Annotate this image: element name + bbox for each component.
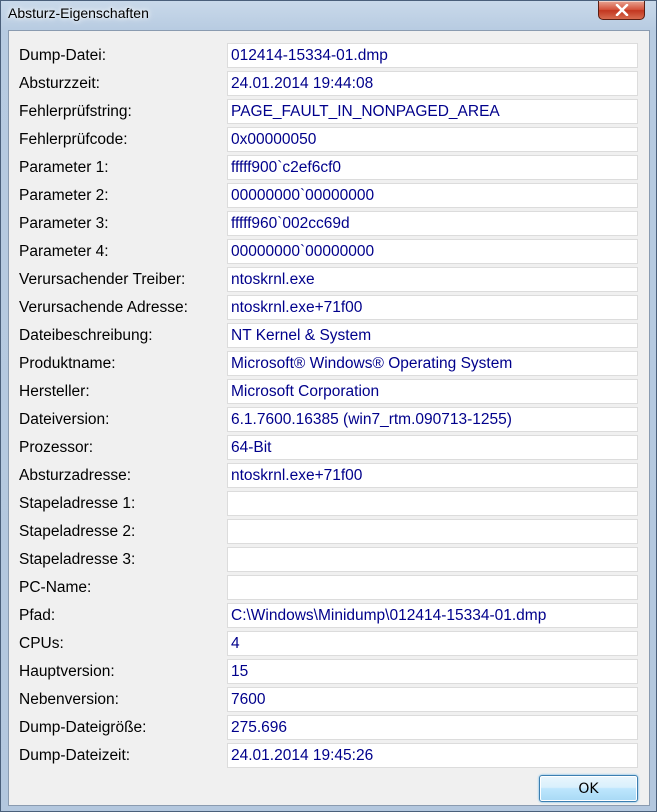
property-row xyxy=(9,98,649,126)
property-label: Fehlerprüfstring: xyxy=(19,103,132,120)
property-row xyxy=(9,602,649,630)
property-row xyxy=(9,42,649,70)
property-value-field[interactable] xyxy=(227,519,638,544)
property-row xyxy=(9,518,649,546)
title-bar[interactable] xyxy=(1,1,656,29)
property-value-field[interactable]: 0x00000050 xyxy=(227,127,638,152)
property-value-field[interactable]: 4 xyxy=(227,631,638,656)
property-label: Pfad: xyxy=(19,607,56,624)
property-row xyxy=(9,350,649,378)
property-label: Dump-Datei: xyxy=(19,47,106,64)
property-label: Hauptversion: xyxy=(19,663,115,680)
close-icon xyxy=(615,4,629,16)
property-label: Produktname: xyxy=(19,355,116,372)
property-row xyxy=(9,210,649,238)
property-value-field[interactable]: C:\Windows\Minidump\012414-15334-01.dmp xyxy=(227,603,638,628)
property-row xyxy=(9,434,649,462)
property-label: Fehlerprüfcode: xyxy=(19,131,128,148)
property-label: Verursachender Treiber: xyxy=(19,271,186,288)
property-label: Parameter 4: xyxy=(19,243,109,260)
property-label: Absturzadresse: xyxy=(19,467,131,484)
close-button[interactable] xyxy=(598,1,645,20)
property-row xyxy=(9,294,649,322)
property-value-field[interactable]: PAGE_FAULT_IN_NONPAGED_AREA xyxy=(227,99,638,124)
property-label: Stapeladresse 3: xyxy=(19,551,136,568)
property-value-field[interactable]: ntoskrnl.exe+71f00 xyxy=(227,295,638,320)
property-value-field[interactable]: ntoskrnl.exe xyxy=(227,267,638,292)
property-row xyxy=(9,686,649,714)
property-row xyxy=(9,658,649,686)
property-label: Dump-Dateizeit: xyxy=(19,747,131,764)
property-value-field[interactable]: 24.01.2014 19:45:26 xyxy=(227,743,638,768)
property-label: Prozessor: xyxy=(19,439,94,456)
property-value-field[interactable]: Microsoft Corporation xyxy=(227,379,638,404)
property-row xyxy=(9,378,649,406)
property-row xyxy=(9,574,649,602)
property-row xyxy=(9,266,649,294)
property-label: PC-Name: xyxy=(19,579,92,596)
property-value-field[interactable]: Microsoft® Windows® Operating System xyxy=(227,351,638,376)
property-label: CPUs: xyxy=(19,635,64,652)
property-label: Parameter 3: xyxy=(19,215,109,232)
property-row xyxy=(9,126,649,154)
property-value-field[interactable]: 00000000`00000000 xyxy=(227,183,638,208)
property-value-field[interactable]: 00000000`00000000 xyxy=(227,239,638,264)
ok-button[interactable]: OK xyxy=(539,775,638,802)
property-value-field[interactable]: 15 xyxy=(227,659,638,684)
property-label: Verursachende Adresse: xyxy=(19,299,188,316)
property-row xyxy=(9,70,649,98)
property-row xyxy=(9,490,649,518)
property-row xyxy=(9,406,649,434)
property-row xyxy=(9,154,649,182)
property-row xyxy=(9,238,649,266)
property-value-field[interactable] xyxy=(227,491,638,516)
window-title: Absturz-Eigenschaften xyxy=(8,5,149,21)
property-value-field[interactable]: 24.01.2014 19:44:08 xyxy=(227,71,638,96)
property-value-field[interactable]: 64-Bit xyxy=(227,435,638,460)
property-row xyxy=(9,742,649,770)
property-value-field[interactable]: fffff960`002cc69d xyxy=(227,211,638,236)
property-row xyxy=(9,546,649,574)
properties-panel xyxy=(8,30,650,806)
property-value-field[interactable] xyxy=(227,575,638,600)
property-label: Stapeladresse 2: xyxy=(19,523,136,540)
property-label: Parameter 2: xyxy=(19,187,109,204)
property-row xyxy=(9,714,649,742)
property-value-field[interactable]: NT Kernel & System xyxy=(227,323,638,348)
property-label: Parameter 1: xyxy=(19,159,109,176)
property-value-field[interactable]: 275.696 xyxy=(227,715,638,740)
property-label: Absturzzeit: xyxy=(19,75,100,92)
property-value-field[interactable]: fffff900`c2ef6cf0 xyxy=(227,155,638,180)
property-label: Dateibeschreibung: xyxy=(19,327,153,344)
property-label: Nebenversion: xyxy=(19,691,119,708)
property-row xyxy=(9,462,649,490)
property-label: Stapeladresse 1: xyxy=(19,495,136,512)
property-label: Dateiversion: xyxy=(19,411,110,428)
property-value-field[interactable]: 012414-15334-01.dmp xyxy=(227,43,638,68)
property-value-field[interactable]: 6.1.7600.16385 (win7_rtm.090713-1255) xyxy=(227,407,638,432)
property-row xyxy=(9,182,649,210)
property-label: Dump-Dateigröße: xyxy=(19,719,147,736)
property-row xyxy=(9,630,649,658)
property-value-field[interactable] xyxy=(227,547,638,572)
property-value-field[interactable]: ntoskrnl.exe+71f00 xyxy=(227,463,638,488)
property-label: Hersteller: xyxy=(19,383,90,400)
property-value-field[interactable]: 7600 xyxy=(227,687,638,712)
property-row xyxy=(9,322,649,350)
